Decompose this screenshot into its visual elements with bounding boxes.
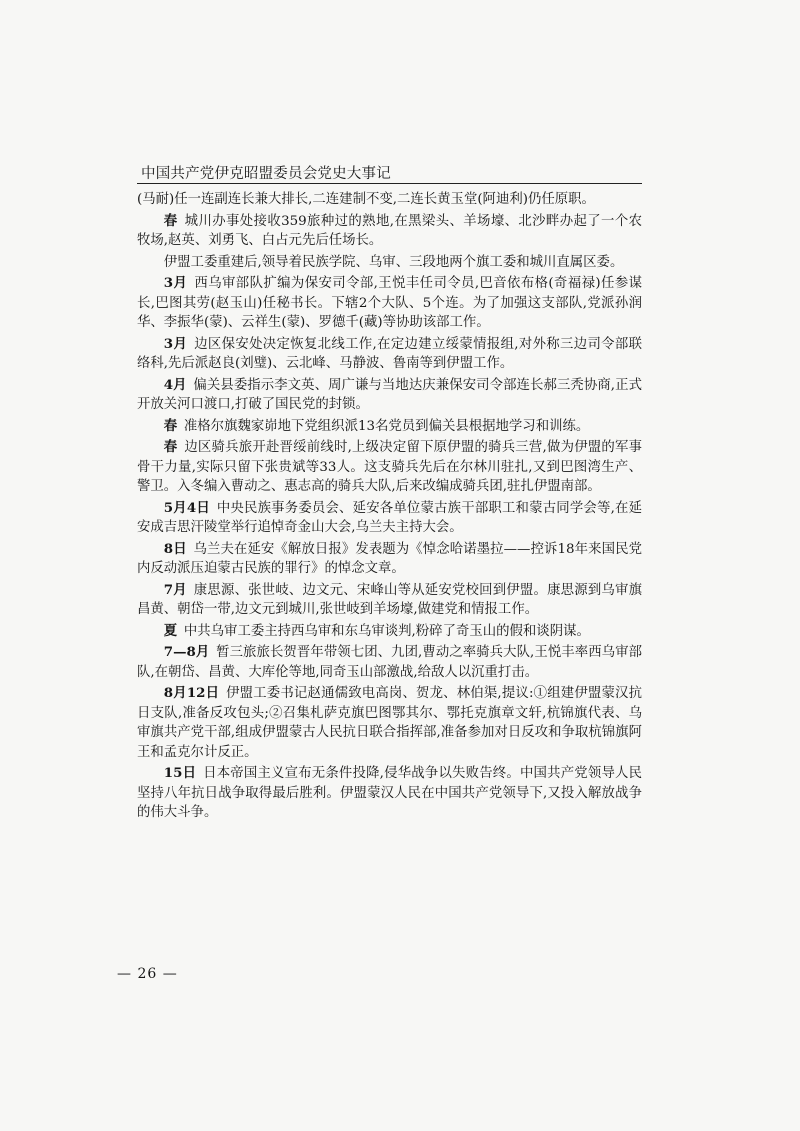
paragraph [137, 417, 642, 437]
entry-date: 8月12日 [163, 685, 220, 701]
entry-date: 3月 [163, 335, 188, 352]
entry-text: 偏关县委指示李文英、周广谦与当地达庆兼保安司令部连长郝三秃协商,正式开放关河口渡口,打破了国民党的封锁。 [137, 377, 642, 412]
entry-date: 8日 [163, 540, 187, 557]
entry-text: 伊盟工委书记赵通儒致电高岗、贺龙、林伯渠,提议:①组建伊盟蒙汉抗日支队,准备反攻包头;②召集札萨克旗巴图鄂其尔、鄂托克旗章文轩,杭锦旗代表、乌审旗共产党干部,组成伊盟蒙古人民抗日联合指挥部,准备参加对日反攻和争取杭锦旗阿王和孟克尔计反正。 [137, 686, 642, 760]
entry-text: 乌兰夫在延安《解放日报》发表题为《悼念哈诺墨拉——控诉18年来国民党内反动派压迫蒙古民族的罪行》的悼念文章。 [137, 541, 642, 576]
running-header: 中国共产党伊克昭盟委员会党史大事记 [141, 166, 391, 182]
entry-text: 暂三旅旅长贺晋年带领七团、九团,曹动之率骑兵大队,王悦丰率西乌审部队,在朝岱、昌黄、大库伦等地,同奇玉山部激战,给敌人以沉重打击。 [137, 645, 642, 680]
entry-text: 准格尔旗魏家峁地下党组织派13名党员到偏关县根据地学习和训练。 [183, 418, 590, 434]
entry-date: 4月 [163, 376, 187, 393]
entry-text: (马耐)任一连副连长兼大排长,二连建制不变,二连长黄玉堂(阿迪利)仍任原职。 [137, 192, 595, 207]
paragraph [137, 376, 642, 415]
page-number: — 26 — [117, 966, 178, 982]
entry-text: 边区骑兵旅开赴晋绥前线时,上级决定留下原伊盟的骑兵三营,做为伊盟的军事骨干力量,实际只留下张贵斌等33人。这支骑兵先后在尔林川驻扎,又到巴图湾生产、警卫。入冬编入曹动之、惠志高的骑兵大队,后来改编成骑兵团,驻扎伊盟南部。 [137, 440, 642, 494]
entry-date: 春 [163, 439, 178, 455]
entry-text: 康思源、张世岐、边文元、宋峰山等从延安党校回到伊盟。康思源到乌审旗昌黄、朝岱一带,边文元到城川,张世岐到羊场壕,做建党和情报工作。 [137, 582, 642, 617]
entry-text: 中共乌审工委主持西乌审和东乌审谈判,粉碎了奇玉山的假和谈阴谋。 [183, 623, 590, 639]
paragraph [137, 581, 642, 620]
entry-date: 15日 [163, 765, 197, 781]
paragraph [137, 643, 642, 682]
entry-text: 日本帝国主义宣布无条件投降,侵华战争以失败告终。中国共产党领导人民坚持八年抗日战争取得最后胜利。伊盟蒙汉人民在中国共产党领导下,又投入解放战争的伟大斗争。 [137, 766, 642, 820]
header-rule [137, 183, 642, 184]
entry-text: 中央民族事务委员会、延安各单位蒙古族干部职工和蒙古同学会等,在延安成吉思汗陵堂举行追悼奇金山大会,乌兰夫主持大会。 [137, 500, 642, 535]
entry-date: 7月 [163, 581, 187, 598]
paragraph [137, 335, 642, 374]
paragraph [137, 684, 642, 762]
paragraph [137, 212, 642, 251]
entry-text: 西乌审部队扩编为保安司令部,王悦丰任司令员,巴音依布格(奇福禄)任参谋长,巴图其劳(赵玉山)任秘书长。下辖2个大队、5个连。为了加强这支部队,党派孙润华、李振华(蒙)、云祥生(蒙)、罗德千(藏)等协助该部工作。 [137, 276, 642, 330]
body-text [137, 190, 642, 825]
entry-date: 春 [163, 417, 178, 434]
paragraph [137, 622, 642, 642]
paragraph [137, 190, 642, 210]
entry-date: 3月 [163, 275, 188, 291]
entry-text: 边区保安处决定恢复北线工作,在定边建立绥蒙情报组,对外称三边司令部联络科,先后派赵良(刘璧)、云北峰、马静波、鲁南等到伊盟工作。 [137, 336, 642, 371]
paragraph [137, 253, 642, 273]
paragraph [137, 540, 642, 579]
paragraph [137, 274, 642, 333]
entry-date: 7—8月 [163, 644, 210, 660]
entry-text: 城川办事处接收359旅种过的熟地,在黑梁头、羊场壕、北沙畔办起了一个农牧场,赵英、刘勇飞、白占元先后任场长。 [137, 213, 642, 248]
entry-text: 伊盟工委重建后,领导着民族学院、乌审、三段地两个旗工委和城川直属区委。 [163, 254, 624, 270]
paragraph [137, 438, 642, 497]
paragraph [137, 764, 642, 823]
entry-date: 夏 [163, 622, 178, 639]
entry-date: 春 [163, 212, 178, 229]
paragraph [137, 499, 642, 538]
entry-date: 5月4日 [163, 499, 210, 516]
